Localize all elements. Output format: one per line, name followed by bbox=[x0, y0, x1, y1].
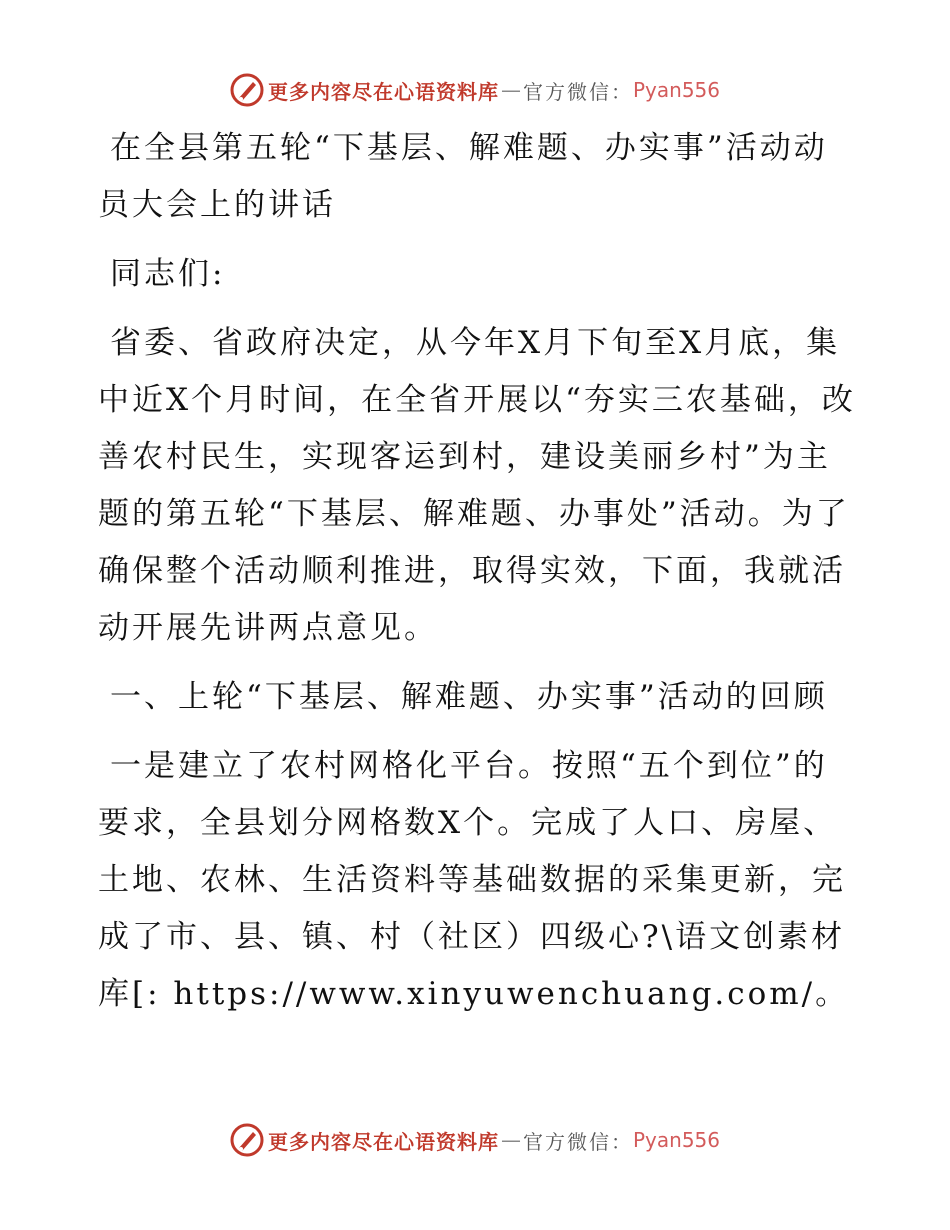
document-body bbox=[98, 120, 858, 1035]
banner-brand-text: 更多内容尽在心语资料库 bbox=[267, 1129, 499, 1154]
section-heading-1: 一、上轮“下基层、解难题、办实事”活动的回顾 bbox=[110, 679, 828, 715]
header-watermark-banner bbox=[0, 70, 950, 110]
banner-separator: — bbox=[500, 78, 521, 102]
footer-watermark-banner bbox=[0, 1120, 950, 1160]
banner-wechat-handle: Pyan556 bbox=[632, 1128, 720, 1152]
banner-wechat-label: 官方微信： bbox=[522, 1129, 633, 1154]
salutation: 同志们: bbox=[110, 256, 226, 292]
banner-brand-text: 更多内容尽在心语资料库 bbox=[267, 79, 499, 104]
document-title: 在全县第五轮“下基层、解难题、办实事”活动动员大会上的讲话 bbox=[98, 130, 828, 223]
pen-logo-icon bbox=[230, 73, 264, 107]
paragraph-intro: 省委、省政府决定，从今年X月下旬至X月底，集中近X个月时间，在全省开展以“夯实三农基础，改善农村民生，实现客运到村，建设美丽乡村”为主题的第五轮“下基层、解难题、办事处”活动。为了确保整个活动顺利推进，取得实效，下面，我就活动开展先讲两点意见。 bbox=[98, 325, 856, 646]
paragraph-grid-platform: 一是建立了农村网格化平台。按照“五个到位”的要求，全县划分网格数X个。完成了人口、房屋、土地、农林、生活资料等基础数据的采集更新，完成了市、县、镇、村（社区）四级心?\语文创素材库[: https://www.xinyuwenchuang.com/。 bbox=[98, 748, 850, 1012]
pen-logo-icon bbox=[230, 1123, 264, 1157]
banner-wechat-handle: Pyan556 bbox=[632, 78, 720, 102]
banner-wechat-label: 官方微信： bbox=[522, 79, 633, 104]
banner-separator: — bbox=[500, 1128, 521, 1152]
